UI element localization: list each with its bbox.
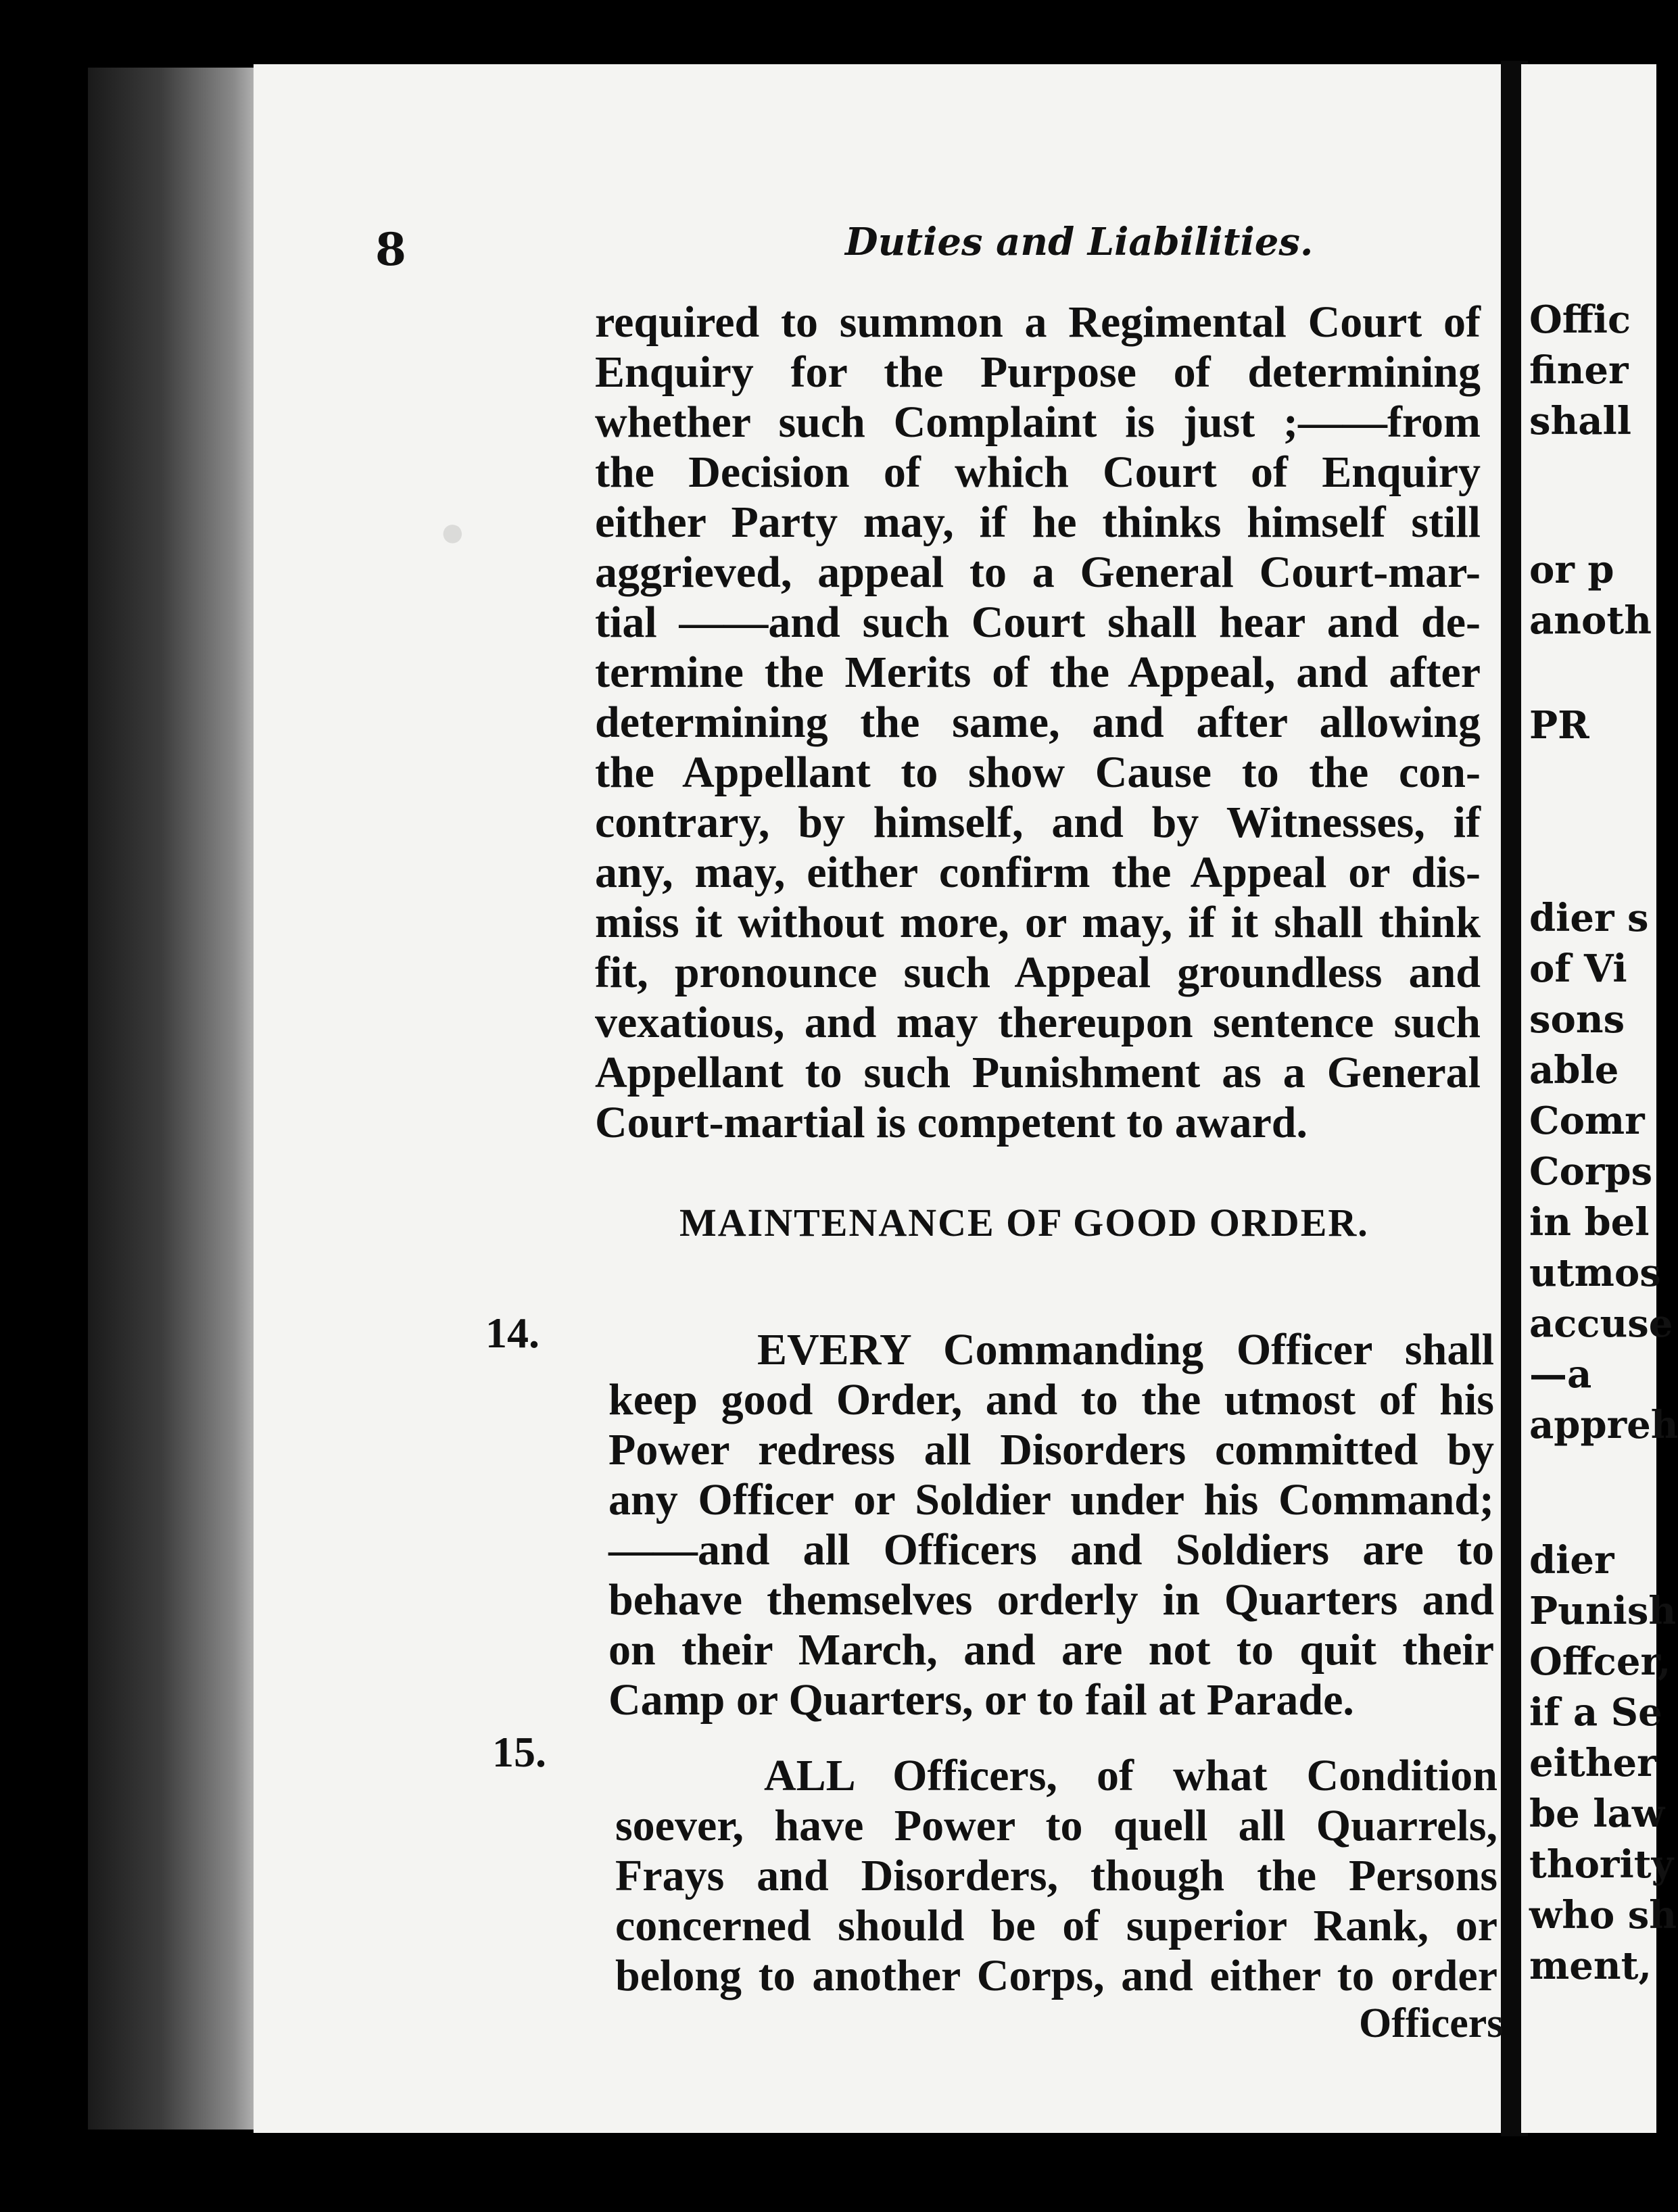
facing-page-word: finer bbox=[1529, 348, 1629, 393]
text-line: on their March, and are not to quit their bbox=[608, 1625, 1494, 1675]
facing-page-word: appreh bbox=[1529, 1403, 1678, 1447]
text-line: soever, have Power to quell all Quarrels, bbox=[615, 1801, 1497, 1850]
text-line: contrary, by himself, and by Witnesses, if bbox=[595, 798, 1481, 847]
facing-page-word: who sh bbox=[1529, 1893, 1677, 1938]
text-line: tial ——and such Court shall hear and de- bbox=[595, 598, 1481, 647]
text-line: the Decision of which Court of Enquiry bbox=[595, 448, 1481, 497]
facing-page-word: Offic bbox=[1529, 297, 1631, 342]
text-line: Court-martial is competent to award. bbox=[595, 1098, 1308, 1147]
facing-page-word: anoth bbox=[1529, 598, 1652, 643]
text-line: Power redress all Disorders committed by bbox=[608, 1425, 1494, 1474]
text-line: termine the Merits of the Appeal, and after bbox=[595, 648, 1481, 697]
text-line: whether such Complaint is just ;——from bbox=[595, 398, 1481, 447]
facing-page-word: Comr bbox=[1529, 1099, 1645, 1143]
text-line: Appellant to such Punishment as a General bbox=[595, 1048, 1481, 1097]
text-line: Enquiry for the Purpose of determining bbox=[595, 347, 1481, 397]
text-line: Frays and Disorders, though the Persons bbox=[615, 1851, 1497, 1900]
show-through-mark: ● bbox=[439, 508, 466, 556]
text-line: Camp or Quarters, or to fail at Parade. bbox=[608, 1675, 1354, 1725]
text-line: aggrieved, appeal to a General Court-mar- bbox=[595, 548, 1481, 597]
facing-page-word: dier bbox=[1529, 1538, 1614, 1583]
facing-page-word: sons bbox=[1529, 997, 1625, 1042]
text-line: the Appellant to show Cause to the con- bbox=[595, 748, 1481, 797]
text-line: belong to another Corps, and either to order bbox=[615, 1951, 1497, 2000]
facing-page-word: utmos bbox=[1529, 1251, 1661, 1295]
facing-page-fragment bbox=[1521, 64, 1678, 2133]
text-line: behave themselves orderly in Quarters and bbox=[608, 1575, 1494, 1625]
facing-page-word: or p bbox=[1529, 548, 1614, 592]
text-line: any Officer or Soldier under his Command; bbox=[608, 1475, 1494, 1524]
running-head: Duties and Liabilities. bbox=[845, 220, 1314, 264]
text-line: miss it without more, or may, if it shall think bbox=[595, 898, 1481, 947]
article-number: 14. bbox=[485, 1309, 540, 1357]
facing-page-word: dier s bbox=[1529, 896, 1649, 940]
text-line: any, may, either confirm the Appeal or dis- bbox=[595, 848, 1481, 897]
text-line: required to summon a Regimental Court of bbox=[595, 297, 1481, 347]
article-number: 15. bbox=[492, 1728, 546, 1776]
facing-page-word: —a bbox=[1529, 1352, 1592, 1397]
facing-page-word: of Vi bbox=[1529, 946, 1627, 991]
article-15-text bbox=[615, 1751, 1497, 2001]
text-line: keep good Order, and to the utmost of his bbox=[608, 1375, 1494, 1424]
facing-page-word: if a Se bbox=[1529, 1690, 1662, 1735]
facing-page-word: able bbox=[1529, 1048, 1619, 1092]
article-continued-text bbox=[595, 297, 1481, 1148]
article-14-text bbox=[608, 1325, 1494, 1725]
text-line: EVERY Commanding Officer shall bbox=[757, 1325, 1494, 1374]
facing-page-word: Punish bbox=[1529, 1589, 1677, 1633]
facing-page-word: in bel bbox=[1529, 1200, 1650, 1245]
book-page-edges bbox=[88, 68, 270, 2130]
facing-page-word: PR bbox=[1529, 703, 1589, 748]
text-line: determining the same, and after allowing bbox=[595, 698, 1481, 747]
facing-page-word: either bbox=[1529, 1741, 1657, 1785]
section-heading: MAINTENANCE OF GOOD ORDER. bbox=[679, 1201, 1369, 1245]
text-line: concerned should be of superior Rank, or bbox=[615, 1901, 1497, 1950]
text-line: vexatious, and may thereupon sentence such bbox=[595, 998, 1481, 1047]
catchword: Officers bbox=[1359, 2000, 1504, 2046]
facing-page-word: thority bbox=[1529, 1842, 1674, 1887]
text-line: ALL Officers, of what Condition bbox=[764, 1751, 1497, 1800]
text-line: ——and all Officers and Soldiers are to bbox=[608, 1525, 1494, 1574]
facing-page-word: Corps bbox=[1529, 1149, 1653, 1194]
facing-page-word: accuse bbox=[1529, 1301, 1673, 1346]
page-number: 8 bbox=[375, 223, 406, 276]
facing-page-word: be law bbox=[1529, 1792, 1665, 1836]
facing-page-word: shall bbox=[1529, 399, 1632, 443]
text-line: either Party may, if he thinks himself still bbox=[595, 498, 1481, 547]
facing-page-word: Offcer, bbox=[1529, 1639, 1671, 1684]
text-line: fit, pronounce such Appeal groundless and bbox=[595, 948, 1481, 997]
facing-page-word: ment, bbox=[1529, 1944, 1652, 1988]
